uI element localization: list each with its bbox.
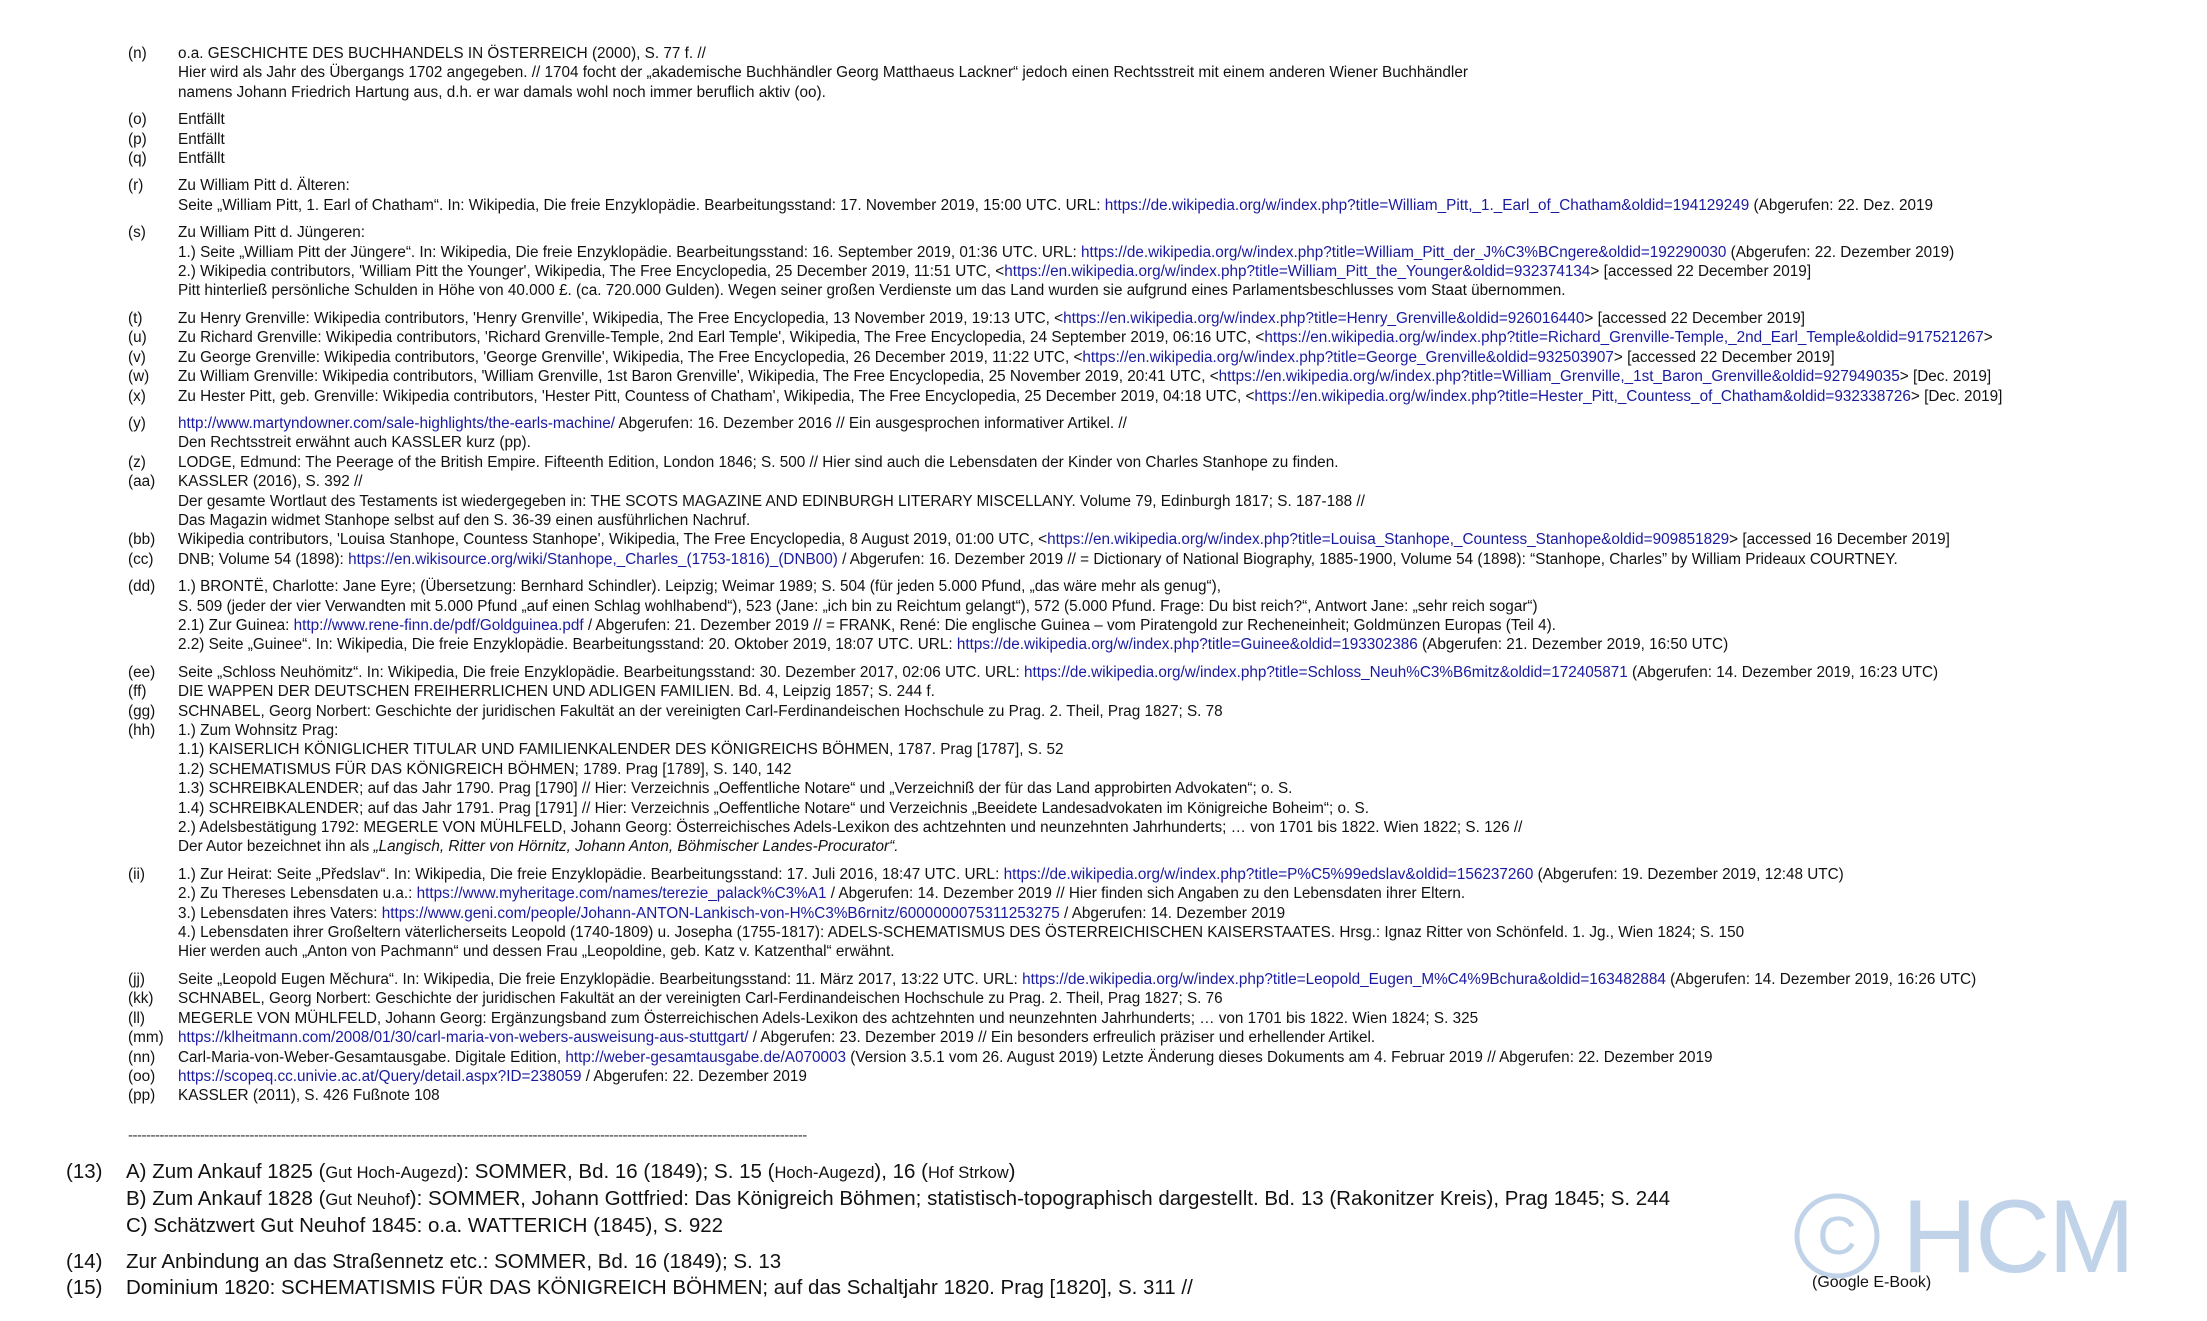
note-entry [128, 663, 2188, 682]
note-line [178, 1086, 2188, 1105]
footnote-label: (14) [66, 1250, 103, 1273]
note-label: (aa) [128, 473, 156, 491]
footnote-line [126, 1213, 1786, 1239]
note-label: (jj) [128, 970, 145, 988]
note-label: (t) [128, 309, 143, 327]
note-entry [128, 149, 2188, 168]
text-segment: Entfällt [178, 111, 225, 129]
note-line [178, 1067, 2188, 1086]
text-segment: LODGE, Edmund: The Peerage of the British Empire. Fifteenth Edition, London 1846; S. 500 // Hier sind auch die Lebensdaten der Kinder von Charles Stanhope zu finden. [178, 453, 1339, 471]
text-segment: KASSLER (2011), S. 426 Fußnote 108 [178, 1087, 440, 1105]
reference-link[interactable]: https://de.wikipedia.org/w/index.php?title=William_Pitt_der_J%C3%BCngere&oldid=192290030 [1080, 243, 1727, 261]
note-line [178, 577, 2188, 596]
note-label: (z) [128, 453, 146, 471]
text-segment: KASSLER (2016), S. 392 // [178, 473, 363, 491]
note-line [178, 702, 2188, 721]
reference-link[interactable]: https://en.wikipedia.org/w/index.php?title=Louisa_Stanhope,_Countess_Stanhope&oldid=909851829 [1047, 531, 1730, 549]
text-segment: „Langisch, Ritter von Hörnitz, Johann Anton, Böhmischer Landes-Procurator“. [373, 838, 899, 856]
note-text [178, 309, 2188, 328]
text-segment: Dominium 1820: SCHEMATISMIS FÜR DAS KÖNIGREICH BÖHMEN; auf das Schaltjahr 1820. Prag [1820], S. 311 // [126, 1276, 1193, 1299]
text-segment: Den Rechtsstreit erwähnt auch KASSLER kurz (pp). [178, 434, 531, 452]
note-line [178, 63, 2188, 82]
reference-link[interactable]: http://weber-gesamtausgabe.de/A070003 [565, 1048, 847, 1066]
note-line [178, 923, 2188, 942]
text-segment: 2.2) Seite „Guinee“. In: Wikipedia, Die freie Enzyklopädie. Bearbeitungsstand: 20. Oktober 2019, 18:07 UTC. URL: [178, 636, 957, 654]
text-segment: 2.) Adelsbestätigung 1792: MEGERLE VON MÜHLFELD, Johann Georg: Österreichisches Adels-Lexikon des achtzehnten und neunzehnten Jahrhunderts; … von 1701 bis 1822. Wien 1822; S. 126 // [178, 819, 1523, 837]
note-entry [128, 865, 2188, 962]
text-segment: Hof Strkow [927, 1164, 1009, 1182]
reference-link[interactable]: https://www.myheritage.com/names/terezie_palack%C3%A1 [416, 885, 827, 903]
text-segment: ): SOMMER, Johann Gottfried: Das Königreich Böhmen; statistisch-topographisch dargestellt. Bd. 13 (Rakonitzer Kreis), Prag 1845; S. 244 [409, 1187, 1671, 1210]
text-segment: SCHNABEL, Georg Norbert: Geschichte der juridischen Fakultät an der vereinigten Carl-Ferdinandeischen Hochschule zu Prag. 2. Theil, Prag 1827; S. 76 [178, 990, 1223, 1008]
note-text [178, 387, 2188, 406]
note-line [178, 721, 2188, 740]
note-entry [128, 472, 2188, 530]
note-line [178, 1048, 2188, 1067]
text-segment: Seite „Schloss Neuhömitz“. In: Wikipedia, Die freie Enzyklopädie. Bearbeitungsstand: 30. Dezember 2017, 02:06 UTC. URL: [178, 663, 1024, 681]
separator-line: ------------------------------------------------------------------------------------------------------------------------------------------------------- [128, 1127, 807, 1144]
note-line [178, 970, 2188, 989]
text-segment: Zu Hester Pitt, geb. Grenville: Wikipedia contributors, 'Hester Pitt, Countess of Chatham', Wikipedia, The Free Encyclopedia, 25 December 2019, 04:18 UTC, < [178, 387, 1255, 405]
text-segment: > [accessed 22 December 2019] [1590, 263, 1812, 281]
svg-text:C: C [1817, 1206, 1857, 1266]
note-entry [128, 989, 2188, 1008]
text-segment: namens Johann Friedrich Hartung aus, d.h. er war damals wohl noch immer beruflich aktiv (oo). [178, 83, 826, 101]
note-line [178, 262, 2188, 281]
note-entry [128, 414, 2188, 453]
text-segment: 2.1) Zur Guinea: [178, 616, 294, 634]
footnote-entry [66, 1159, 1786, 1239]
note-entry [128, 110, 2188, 129]
reference-link[interactable]: https://en.wikipedia.org/w/index.php?title=Richard_Grenville-Temple,_2nd_Earl_Temple&oldid=917521267 [1264, 329, 1984, 347]
note-line [178, 635, 2188, 654]
text-segment: ): SOMMER, Bd. 16 (1849); S. 15 ( [456, 1160, 775, 1183]
note-text [178, 550, 2188, 569]
note-line [178, 196, 2188, 215]
footnote-entry [66, 1275, 1786, 1301]
text-segment: Seite „William Pitt, 1. Earl of Chatham“. In: Wikipedia, Die freie Enzyklopädie. Bearbeitungsstand: 17. November 2019, 15:00 UTC. URL: [178, 196, 1105, 214]
text-segment: (Abgerufen: 22. Dezember 2019) [1726, 243, 1955, 261]
note-entry [128, 530, 2188, 549]
text-segment: / Abgerufen: 14. Dezember 2019 [1059, 904, 1286, 922]
note-label: (u) [128, 329, 147, 347]
text-segment: C) Schätzwert Gut Neuhof 1845: o.a. WATTERICH (1845), S. 922 [126, 1214, 724, 1237]
text-segment: / Abgerufen: 21. Dezember 2019 // = FRANK, René: Die englische Guinea – vom Piratengold zur Recheneinheit; Goldmünzen Europas (Teil 4). [583, 616, 1556, 634]
reference-link[interactable]: http://www.martyndowner.com/sale-highlights/the-earls-machine/ [178, 414, 615, 432]
note-text [178, 702, 2188, 721]
note-line [178, 884, 2188, 903]
text-segment: Zu George Grenville: Wikipedia contributors, 'George Grenville', Wikipedia, The Free Encyclopedia, 26 December 2019, 11:22 UTC, < [178, 348, 1083, 366]
note-label: (ii) [128, 865, 145, 883]
note-text [178, 44, 2188, 102]
note-text [178, 453, 2188, 472]
footnote-text [126, 1249, 1786, 1275]
text-segment: > [Dec. 2019] [1899, 368, 1992, 386]
reference-link[interactable]: https://en.wikipedia.org/w/index.php?title=William_Pitt_the_Younger&oldid=932374134 [1004, 263, 1591, 281]
svg-text:HCM: HCM [1902, 1188, 2133, 1288]
footnote-line [126, 1275, 1786, 1301]
text-segment: Hier werden auch „Anton von Pachmann“ und dessen Frau „Leopoldine, geb. Katz v. Katzenthal“ erwähnt. [178, 943, 895, 961]
text-segment: Der gesamte Wortlaut des Testaments ist wiedergegeben in: THE SCOTS MAGAZINE AND EDINBURGH LITERARY MISCELLANY. Volume 79, Edinburgh 1817; S. 187-188 // [178, 492, 1365, 510]
text-segment: SCHNABEL, Georg Norbert: Geschichte der juridischen Fakultät an der vereinigten Carl-Ferdinandeischen Hochschule zu Prag. 2. Theil, Prag 1827; S. 78 [178, 702, 1223, 720]
footnotes-list [66, 1159, 1786, 1301]
note-text [178, 1009, 2188, 1028]
note-label: (v) [128, 348, 146, 366]
note-entry [128, 223, 2188, 301]
text-segment: (Abgerufen: 14. Dezember 2019, 16:26 UTC) [1665, 970, 1977, 988]
note-entry [128, 387, 2188, 406]
note-line [178, 799, 2188, 818]
text-segment: Zur Anbindung an das Straßennetz etc.: SOMMER, Bd. 16 (1849); S. 13 [126, 1250, 782, 1273]
note-text [178, 176, 2188, 215]
note-label: (kk) [128, 990, 154, 1008]
note-line [178, 942, 2188, 961]
text-segment: o.a. GESCHICHTE DES BUCHHANDELS IN ÖSTERREICH (2000), S. 77 f. // [178, 45, 706, 62]
note-line [178, 433, 2188, 452]
note-label: (mm) [128, 1029, 164, 1047]
note-label: (gg) [128, 702, 156, 720]
text-segment: / Abgerufen: 22. Dezember 2019 [581, 1067, 807, 1085]
note-text [178, 328, 2188, 347]
note-text [178, 472, 2188, 530]
reference-link[interactable]: http://www.rene-finn.de/pdf/Goldguinea.pdf [293, 616, 584, 634]
text-segment: / Abgerufen: 16. Dezember 2019 // = Dictionary of National Biography, 1885-1900, Volume 54 (1898): “Stanhope, Charles” by William Prideaux COURTNEY. [837, 550, 1898, 568]
note-entry [128, 1048, 2188, 1067]
text-segment: 4.) Lebensdaten ihrer Großeltern väterlicherseits Leopold (1740-1809) u. Josepha (1755-1817): ADELS-SCHEMATISMUS DES ÖSTERREICHISCHEN KAISERSTAATES. Hrsg.: Ignaz Ritter von Schönfeld. 1. Jg., Wien 1824; S. 150 [178, 924, 1745, 942]
text-segment: Zu William Pitt d. Älteren: [178, 177, 350, 195]
note-line [178, 865, 2188, 884]
text-segment: Entfällt [178, 130, 225, 148]
note-line [178, 904, 2188, 923]
text-segment: 1.) Seite „William Pitt der Jüngere“. In: Wikipedia, Die freie Enzyklopädie. Bearbeitungsstand: 16. September 2019, 01:36 UTC. URL: [178, 243, 1081, 261]
text-segment: 1.) BRONTË, Charlotte: Jane Eyre; (Übersetzung: Bernhard Schindler). Leipzig; Weimar 1989; S. 504 (für jeden 5.000 Pfund, „das wäre mehr als genug“), [178, 578, 1221, 596]
text-segment: ) [1008, 1160, 1016, 1183]
note-line [178, 149, 2188, 168]
note-label: (q) [128, 150, 147, 168]
note-line [178, 414, 2188, 433]
note-line [178, 740, 2188, 759]
text-segment: > [1983, 329, 1993, 347]
text-segment: Hier wird als Jahr des Übergangs 1702 angegeben. // 1704 focht der „akademische Buchhändler Georg Matthaeus Lackner“ jedoch einen Rechtsstreit mit einem anderen Wiener Buchhändler [178, 64, 1468, 82]
note-line [178, 110, 2188, 129]
note-text [178, 530, 2188, 549]
note-entry [128, 1009, 2188, 1028]
notes-list [128, 44, 2188, 1106]
note-line [178, 818, 2188, 837]
note-label: (w) [128, 368, 150, 386]
note-text [178, 682, 2188, 701]
text-segment: > [Dec. 2019] [1910, 387, 2003, 405]
text-segment: > [accessed 22 December 2019] [1613, 348, 1835, 366]
reference-link[interactable]: https://klheitmann.com/2008/01/30/carl-maria-von-webers-ausweisung-aus-stuttgart/ [178, 1029, 749, 1047]
hcm-copyright-watermark [1790, 1188, 2190, 1288]
note-label: (o) [128, 111, 147, 129]
reference-link[interactable]: https://de.wikipedia.org/w/index.php?title=Guinee&oldid=193302386 [956, 636, 1418, 654]
note-entry [128, 453, 2188, 472]
reference-link[interactable]: https://en.wikisource.org/wiki/Stanhope,_Charles_(1753-1816)_(DNB00) [348, 550, 838, 568]
note-line [178, 348, 2188, 367]
text-segment: 3.) Lebensdaten ihres Vaters: [178, 904, 382, 922]
note-line [178, 453, 2188, 472]
note-entry [128, 176, 2188, 215]
text-segment: 1.1) KAISERLICH KÖNIGLICHER TITULAR UND FAMILIENKALENDER DES KÖNIGREICHS BÖHMEN, 1787. Prag [1787], S. 52 [178, 741, 1064, 759]
note-line [178, 837, 2188, 856]
note-line [178, 616, 2188, 635]
reference-link[interactable]: https://www.geni.com/people/Johann-ANTON-Lankisch-von-H%C3%B6rnitz/6000000075311253275 [381, 904, 1060, 922]
reference-link[interactable]: https://en.wikipedia.org/w/index.php?title=Henry_Grenville&oldid=926016440 [1063, 309, 1585, 327]
note-entry [128, 702, 2188, 721]
note-text [178, 130, 2188, 149]
text-segment: 1.) Zum Wohnsitz Prag: [178, 722, 339, 739]
footnote-label: (13) [66, 1160, 103, 1183]
text-segment: Pitt hinterließ persönliche Schulden in Höhe von 40.000 £. (ca. 720.000 Gulden). Wegen seiner großen Verdienste um das Land wurden sie aufgrund eines Parlamentsbeschlusses vom Staat übernommen. [178, 282, 1566, 300]
note-entry [128, 682, 2188, 701]
note-text [178, 1048, 2188, 1067]
note-line [178, 44, 2188, 63]
note-entry [128, 550, 2188, 569]
note-text [178, 367, 2188, 386]
note-text [178, 865, 2188, 962]
text-segment: Hoch-Augezd [774, 1164, 875, 1182]
text-segment: 1.4) SCHREIBKALENDER; auf das Jahr 1791. Prag [1791] // Hier: Verzeichnis „Oeffentliche Notare“ und Verzeichnis „Beeidete Landesadvokaten im Königreiche Boheim“; o. S. [178, 799, 1369, 817]
reference-link[interactable]: https://en.wikipedia.org/w/index.php?title=William_Grenville,_1st_Baron_Grenville&oldid=927949035 [1218, 368, 1900, 386]
note-line [178, 597, 2188, 616]
note-label: (ll) [128, 1009, 145, 1027]
text-segment: Abgerufen: 16. Dezember 2016 // Ein ausgesprochen informativer Artikel. // [615, 414, 1127, 432]
text-segment: 1.2) SCHEMATISMUS FÜR DAS KÖNIGREICH BÖHMEN; 1789. Prag [1789], S. 140, 142 [178, 760, 792, 778]
text-segment: Gut Hoch-Augezd [325, 1164, 457, 1182]
note-text [178, 721, 2188, 857]
footnote-text [126, 1275, 1786, 1301]
note-line [178, 243, 2188, 262]
text-segment: 2.) Zu Thereses Lebensdaten u.a.: [178, 885, 417, 903]
note-line [178, 367, 2188, 386]
text-segment: Zu William Pitt d. Jüngeren: [178, 224, 366, 242]
note-line [178, 511, 2188, 530]
text-segment: Zu Richard Grenville: Wikipedia contributors, 'Richard Grenville-Temple, 2nd Earl Temple', Wikipedia, The Free Encyclopedia, 24 September 2019, 06:16 UTC, < [178, 329, 1265, 347]
reference-link[interactable]: https://de.wikipedia.org/w/index.php?title=William_Pitt,_1._Earl_of_Chatham&oldid=194129249 [1104, 196, 1750, 214]
note-entry [128, 721, 2188, 857]
note-line [178, 281, 2188, 300]
note-entry [128, 348, 2188, 367]
text-segment: Gut Neuhof [325, 1191, 410, 1209]
note-line [178, 663, 2188, 682]
reference-link[interactable]: https://de.wikipedia.org/w/index.php?title=P%C5%99edslav&oldid=156237260 [1003, 865, 1534, 883]
note-text [178, 663, 2188, 682]
footnote-label: (15) [66, 1276, 103, 1299]
note-line [178, 223, 2188, 242]
note-text [178, 1086, 2188, 1105]
note-text [178, 110, 2188, 129]
text-segment: B) Zum Ankauf 1828 ( [126, 1187, 326, 1210]
text-segment: 1.) Zur Heirat: Seite „Předslav“. In: Wikipedia, Die freie Enzyklopädie. Bearbeitungsstand: 17. Juli 2016, 18:47 UTC. URL: [178, 865, 1004, 883]
text-segment: Entfällt [178, 150, 225, 168]
footnote-entry [66, 1249, 1786, 1275]
text-segment: 2.) Wikipedia contributors, 'William Pitt the Younger', Wikipedia, The Free Encyclopedia, 25 December 2019, 11:51 UTC, < [178, 263, 1005, 281]
text-segment: > [accessed 22 December 2019] [1584, 309, 1806, 327]
note-line [178, 387, 2188, 406]
text-segment: (Abgerufen: 21. Dezember 2019, 16:50 UTC) [1417, 636, 1729, 654]
text-segment: (Abgerufen: 22. Dez. 2019 [1749, 196, 1933, 214]
text-segment: DIE WAPPEN DER DEUTSCHEN FREIHERRLICHEN UND ADLIGEN FAMILIEN. Bd. 4, Leipzig 1857; S. 244 f. [178, 683, 935, 701]
note-entry [128, 577, 2188, 655]
note-text [178, 348, 2188, 367]
note-line [178, 760, 2188, 779]
text-segment: Carl-Maria-von-Weber-Gesamtausgabe. Digitale Edition, [178, 1048, 566, 1066]
note-text [178, 970, 2188, 989]
text-segment: DNB; Volume 54 (1898): [178, 550, 349, 568]
note-text [178, 1028, 2188, 1047]
note-text [178, 414, 2188, 453]
note-entry [128, 1086, 2188, 1105]
note-line [178, 530, 2188, 549]
note-label: (ee) [128, 663, 156, 681]
note-label: (p) [128, 130, 147, 148]
reference-link[interactable]: https://en.wikipedia.org/w/index.php?title=Hester_Pitt,_Countess_of_Chatham&oldid=932338726 [1254, 387, 1911, 405]
footnote-line [126, 1249, 1786, 1275]
text-segment: Der Autor bezeichnet ihn als [178, 838, 374, 856]
note-line [178, 492, 2188, 511]
text-segment: (Abgerufen: 14. Dezember 2019, 16:23 UTC) [1627, 663, 1939, 681]
note-line [178, 1009, 2188, 1028]
note-label: (cc) [128, 550, 154, 568]
note-text [178, 149, 2188, 168]
google-ebook-label: (Google E-Book) [1812, 1274, 1932, 1291]
note-line [178, 309, 2188, 328]
text-segment: Wikipedia contributors, 'Louisa Stanhope, Countess Stanhope', Wikipedia, The Free Encyclopedia, 8 August 2019, 01:00 UTC, < [178, 531, 1048, 549]
note-line [178, 130, 2188, 149]
note-label: (pp) [128, 1087, 156, 1105]
note-text [178, 1067, 2188, 1086]
note-line [178, 83, 2188, 102]
note-entry [128, 1028, 2188, 1047]
text-segment: (Version 3.5.1 vom 26. August 2019) Letzte Änderung dieses Dokuments am 4. Februar 2019 // Abgerufen: 22. Dezember 2019 [846, 1048, 1713, 1066]
note-label: (oo) [128, 1067, 156, 1085]
text-segment: (Abgerufen: 19. Dezember 2019, 12:48 UTC) [1533, 865, 1844, 883]
note-entry [128, 328, 2188, 347]
note-label: (hh) [128, 722, 156, 739]
text-segment: Zu Henry Grenville: Wikipedia contributors, 'Henry Grenville', Wikipedia, The Free Encyclopedia, 13 November 2019, 19:13 UTC, < [178, 309, 1064, 327]
text-segment: Zu William Grenville: Wikipedia contributors, 'William Grenville, 1st Baron Grenville', Wikipedia, The Free Encyclopedia, 25 November 2019, 20:41 UTC, < [178, 368, 1219, 386]
note-line [178, 682, 2188, 701]
text-segment: 1.3) SCHREIBKALENDER; auf das Jahr 1790. Prag [1790] // Hier: Verzeichnis „Oeffentliche Notare“ und „Verzeichniß der für das Land approbirten Advokaten“; o. S. [178, 780, 1293, 798]
footnote-line [126, 1159, 1786, 1186]
footnote-line [126, 1186, 1786, 1213]
note-entry [128, 44, 2188, 102]
note-label: (s) [128, 224, 146, 242]
note-label: (ff) [128, 683, 147, 701]
note-line [178, 1028, 2188, 1047]
reference-link[interactable]: https://scopeq.cc.univie.ac.at/Query/detail.aspx?ID=238059 [178, 1067, 582, 1085]
note-line [178, 989, 2188, 1008]
text-segment: S. 509 (jeder der vier Verwandten mit 5.000 Pfund „auf einen Schlag wohlhabend“), 523 (Jane: „ich bin zu Reichtum gelangt“), 572 (5.000 Pfund. Frage: Du bist reich?“, Antwort Jane: „sehr reich sogar“) [178, 597, 1538, 615]
text-segment: / Abgerufen: 14. Dezember 2019 // Hier finden sich Angaben zu den Lebensdaten ihrer Eltern. [826, 885, 1466, 903]
note-line [178, 550, 2188, 569]
footnote-text [126, 1159, 1786, 1239]
text-segment: A) Zum Ankauf 1825 ( [126, 1160, 326, 1183]
note-line [178, 176, 2188, 195]
text-segment: / Abgerufen: 23. Dezember 2019 // Ein besonders erfreulich präziser und erhellender Artikel. [748, 1029, 1376, 1047]
note-entry [128, 970, 2188, 989]
note-label: (x) [128, 387, 146, 405]
text-segment: MEGERLE VON MÜHLFELD, Johann Georg: Ergänzungsband zum Österreichischen Adels-Lexikon des achtzehnten und neunzehnten Jahrhunderts; … von 1701 bis 1822. Wien 1824; S. 325 [178, 1009, 1479, 1027]
text-segment: > [accessed 16 December 2019] [1729, 531, 1950, 549]
reference-link[interactable]: https://de.wikipedia.org/w/index.php?title=Leopold_Eugen_M%C4%9Bchura&oldid=163482884 [1022, 970, 1666, 988]
note-label: (y) [128, 414, 146, 432]
note-label: (n) [128, 45, 147, 62]
note-line [178, 779, 2188, 798]
reference-link[interactable]: https://en.wikipedia.org/w/index.php?title=George_Grenville&oldid=932503907 [1082, 348, 1614, 366]
note-text [178, 223, 2188, 301]
text-segment: ), 16 ( [874, 1160, 928, 1183]
note-line [178, 328, 2188, 347]
text-segment: Seite „Leopold Eugen Měchura“. In: Wikipedia, Die freie Enzyklopädie. Bearbeitungsstand: 11. März 2017, 13:22 UTC. URL: [178, 970, 1023, 988]
note-label: (r) [128, 177, 144, 195]
note-entry [128, 309, 2188, 328]
reference-link[interactable]: https://de.wikipedia.org/w/index.php?title=Schloss_Neuh%C3%B6mitz&oldid=172405871 [1024, 663, 1628, 681]
note-line [178, 472, 2188, 491]
note-entry [128, 130, 2188, 149]
note-text [178, 989, 2188, 1008]
note-label: (dd) [128, 578, 156, 596]
note-entry [128, 367, 2188, 386]
note-entry [128, 1067, 2188, 1086]
text-segment: Das Magazin widmet Stanhope selbst auf den S. 36-39 einen ausführlichen Nachruf. [178, 511, 751, 529]
note-label: (bb) [128, 531, 156, 549]
note-text [178, 577, 2188, 655]
note-label: (nn) [128, 1048, 156, 1066]
